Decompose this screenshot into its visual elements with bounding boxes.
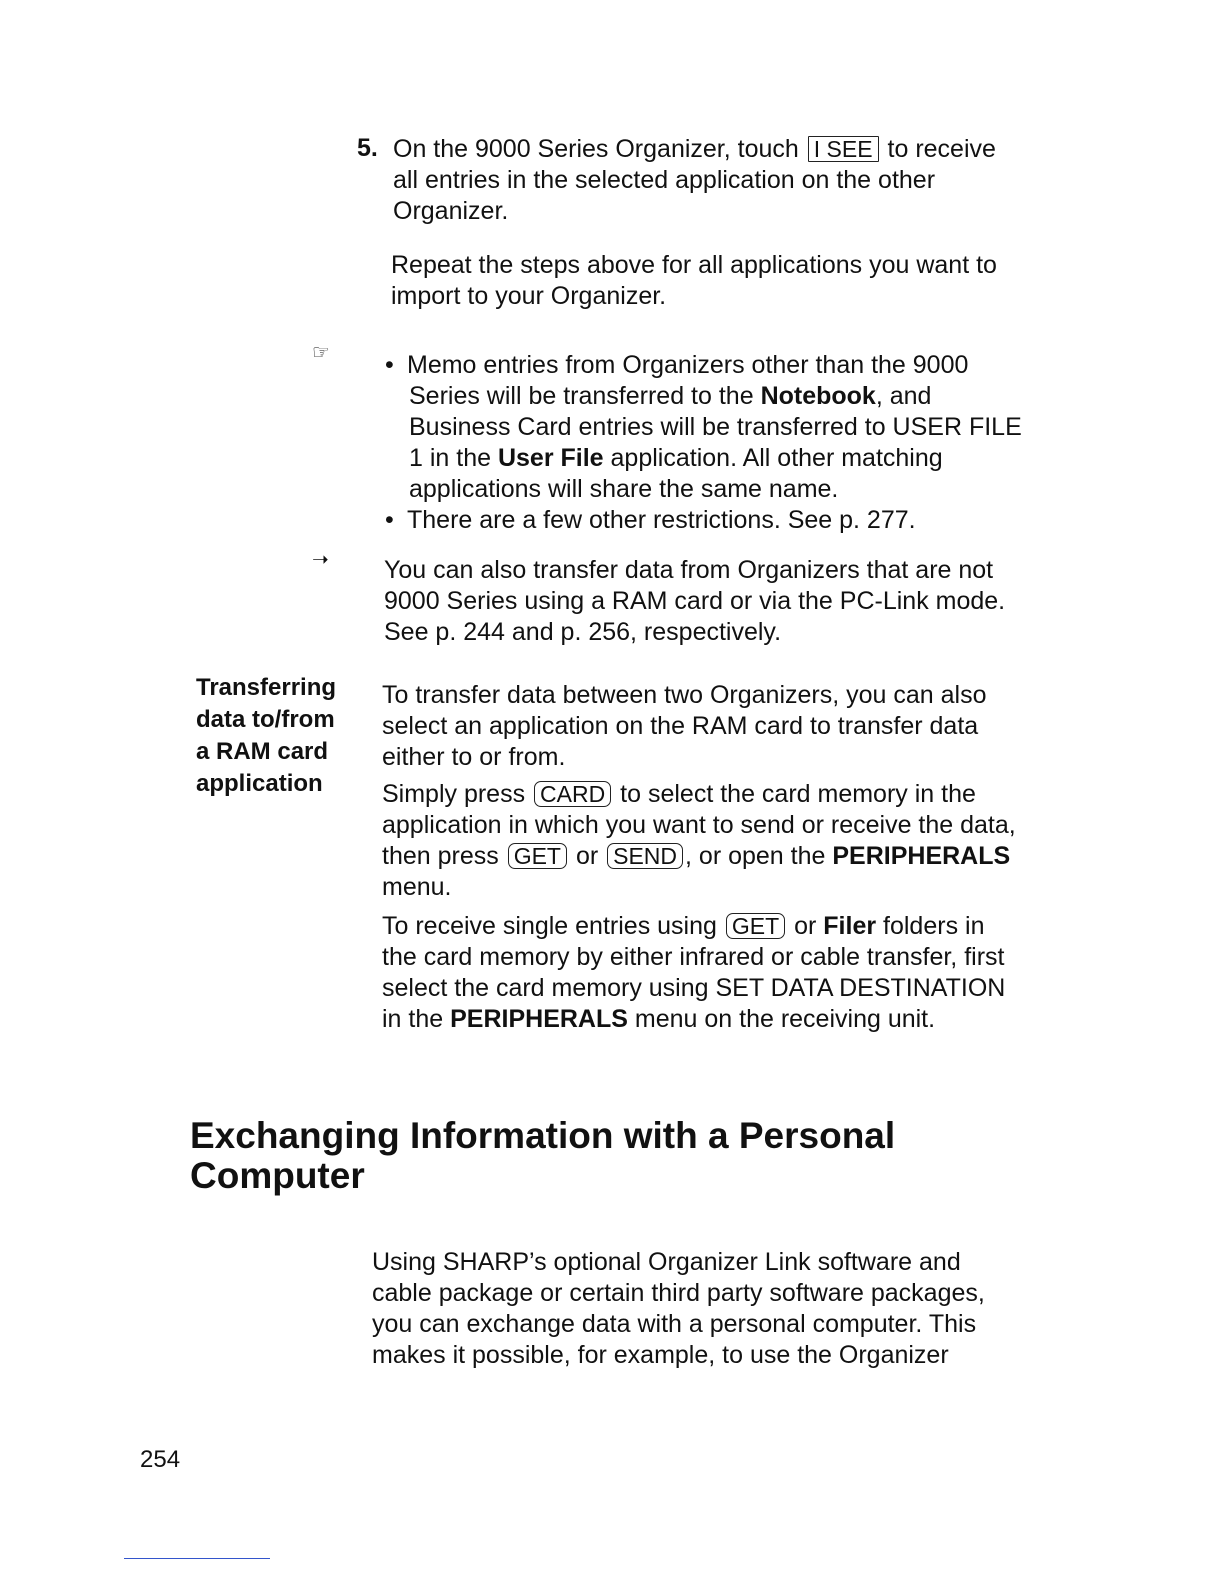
get-key[interactable]: GET <box>508 843 567 869</box>
arrow-note: You can also transfer data from Organizers that are not 9000 Series using a RAM card or via the PC-Link mode. See p. 244 and p. 256, respectively. <box>384 556 1006 646</box>
send-key[interactable]: SEND <box>607 843 683 869</box>
get-key[interactable]: GET <box>726 913 785 939</box>
i-see-key[interactable]: I SEE <box>808 136 879 162</box>
note-bullet-2: • There are a few other restrictions. See p. 277. <box>385 506 916 534</box>
repeat-paragraph: Repeat the steps above for all applications you want to import to your Organizer. <box>391 251 997 310</box>
arrow-right-icon: ➝ <box>312 549 329 571</box>
bullet-icon: • <box>385 351 394 379</box>
step-5-line-1: On the 9000 Series Organizer, touch I SEE to receive <box>393 135 996 163</box>
note-bullet-1: • Memo entries from Organizers other than the 9000 <box>385 351 969 379</box>
bullet-icon: • <box>385 506 394 534</box>
ram-card-side-heading: Transferring data to/from a RAM card application <box>196 674 337 797</box>
step-number: 5. <box>357 134 378 162</box>
pointing-hand-icon: ☞ <box>312 342 330 364</box>
footer-rule <box>124 1558 270 1559</box>
note-bullets: • Memo entries from Organizers other than the 9000 Series will be transferred to the Notebook, and Business Card entries will be transferred to USER FILE 1 in the User File application. All other matching applications will share the same name. • There are a few other restrictions. See p. 277. <box>385 350 1075 536</box>
step-5-line-3: Organizer. <box>393 197 509 225</box>
pc-section-body: Using SHARP’s optional Organizer Link software and cable package or certain third party software packages, you can exchange data with a personal computer. This makes it possible, for example, to use the Organizer <box>372 1248 985 1369</box>
card-key[interactable]: CARD <box>534 781 611 807</box>
section-title: Exchanging Information with a Personal Computer <box>190 1115 896 1196</box>
step-5-line-2: all entries in the selected application on the other <box>393 166 936 194</box>
ram-card-body: To transfer data between two Organizers, you can also select an application on the RAM card to transfer data either to or from. Simply press CARD to select the card memory in the application in which you want to send or receive the data, then press GET or SEND , or open the PERIPHERALS menu. To receive single entries using GET or Filer folders in the card memory by either infrared or cable transfer, first select the card memory using SET DATA DESTINATION in the PERIPHERALS menu on the receiving unit. <box>382 681 1016 1033</box>
page-number: 254 <box>140 1446 181 1473</box>
